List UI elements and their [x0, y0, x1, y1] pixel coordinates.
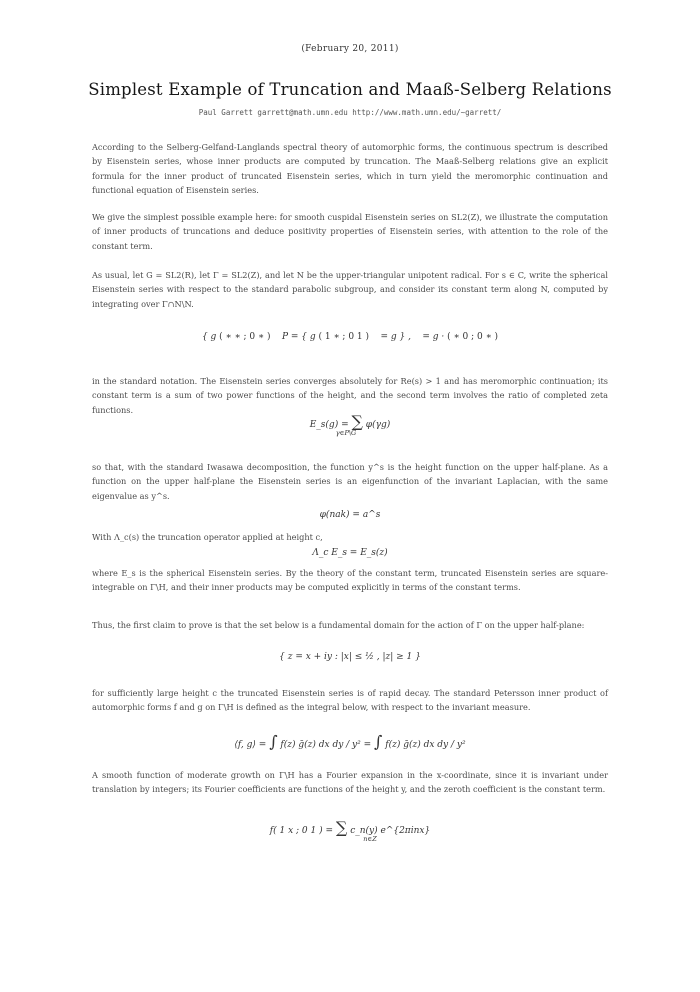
equation-phi: φ(nak) = a^s — [319, 510, 381, 520]
matrix-1: ( ∗ ∗ ; 0 ∗ ) — [219, 332, 271, 342]
sum-subscript: γ∈P\G — [335, 429, 357, 437]
integral-symbol-2: ∫ — [374, 732, 383, 751]
equation-eisenstein-sum — [92, 412, 608, 437]
paragraph-10: A smooth function of moderate growth on Γ\H has a Fourier expansion in the x-coordinate, since it is invariant under translation by integers; its Fourier coefficients are functions of the height y, and the zeroth coefficient is the constant term. — [92, 770, 608, 795]
equation-inner-product — [92, 732, 608, 751]
equation-7-term: c_n(y) e^{2πinx} — [350, 826, 431, 836]
paragraph-4: in the standard notation. The Eisenstein series converges absolutely for Re(s) > 1 and has meromorphic continuation; its constant term is a sum of two power functions of the height, and the second term involves the ratio of completed zeta functions. — [92, 376, 608, 415]
paragraph-6: With Λ_c(s) the truncation operator applied at height c, — [92, 532, 323, 542]
sum-subscript-2: n∈Z — [363, 835, 377, 843]
equation-fundamental-domain: { z = x + iy : |x| ≤ ½ , |z| ≥ 1 } — [279, 652, 421, 662]
equation-truncation: Λ_c E_s = E_s(z) — [312, 548, 388, 558]
equation-2-term: φ(γg) — [365, 420, 391, 430]
equation-6-left: ⟨f, g⟩ = — [234, 740, 267, 750]
matrix-2: ( 1 ∗ ; 0 1 ) — [318, 332, 369, 342]
equation-1-left: { g — [201, 332, 217, 342]
equation-fourier-expansion — [92, 818, 608, 843]
sum-symbol: ∑ — [351, 412, 363, 431]
equation-2-left: E_s(g) = — [309, 420, 349, 430]
equation-1-middle: P = { g — [281, 332, 316, 342]
equation-7-left: f( 1 x ; 0 1 ) = — [269, 826, 334, 836]
paragraph-2: We give the simplest possible example here: for smooth cuspidal Eisenstein series on SL2(Z), we illustrate the computation of inner products of truncations and deduce positivity properties of Eisenstein series, with attention to the role of the constant term. — [92, 212, 608, 251]
paragraph-8: Thus, the first claim to prove is that the set below is a fundamental domain for the action of Γ on the upper half-plane: — [92, 620, 585, 630]
paragraph-9: for sufficiently large height c the truncated Eisenstein series is of rapid decay. The standard Petersson inner product of automorphic forms f and g on Γ\H is defined as the integral below, with respect to the invariant measure. — [92, 688, 608, 713]
paper-title: Simplest Example of Truncation and Maaß-Selberg Relations — [88, 80, 612, 99]
document-date: (February 20, 2011) — [301, 44, 399, 54]
paragraph-3: As usual, let G = SL2(R), let Γ = SL2(Z), and let N be the upper-triangular unipotent radical. For s ∈ C, write the spherical Eisenstein series with respect to the standard parabolic subgroup, and consider its constant term along N, computed by integrating over Γ∩N\N. — [92, 270, 608, 309]
matrix-3: ( ∗ 0 ; 0 ∗ ) — [447, 332, 499, 342]
paragraph-5: so that, with the standard Iwasawa decomposition, the function y^s is the height function on the upper half-plane. As a function on the upper half-plane the Eisenstein series is an eigenfunction of the invariant Laplacian, with the same eigenvalue as y^s. — [92, 462, 608, 501]
author-line: Paul Garrett garrett@math.umn.edu http://www.math.umn.edu/~garrett/ — [198, 108, 502, 117]
integral-symbol-1: ∫ — [269, 732, 278, 751]
equation-1-last: = g · — [422, 332, 445, 342]
sum-symbol-2: ∑ — [335, 818, 348, 837]
paragraph-1: According to the Selberg-Gelfand-Langlands spectral theory of automorphic forms, the continuous spectrum is described by Eisenstein series, whose inner products are computed by truncation. The Maaß-Selberg relations give an explicit formula for the inner product of truncated Eisenstein series, which in turn yield the meromorphic continuation and functional equation of Eisenstein series. — [92, 142, 608, 195]
equation-6-right: f(z) ḡ(z) dx dy / y² — [385, 740, 466, 750]
equation-matrix-groups — [92, 332, 608, 342]
equation-1-right: = g } , — [380, 332, 411, 342]
paragraph-7: where E_s is the spherical Eisenstein series. By the theory of the constant term, truncated Eisenstein series are square-integrable on Γ\H, and their inner products may be computed explicitly in terms of the constant terms. — [92, 568, 608, 593]
equation-6-middle: f(z) ḡ(z) dx dy / y² = — [280, 740, 372, 750]
